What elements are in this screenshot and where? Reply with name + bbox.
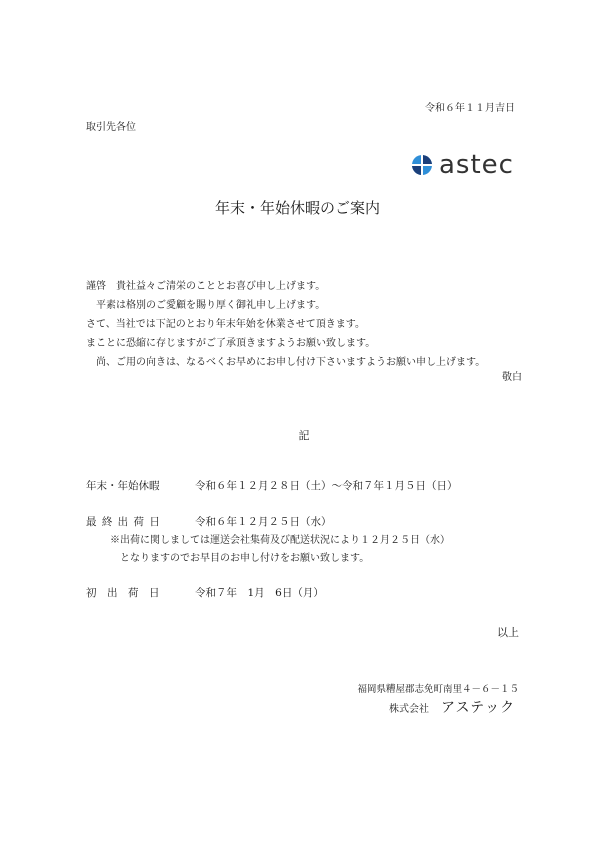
body-line: まことに恐縮に存じますがご了承頂きますようお願い致します。 xyxy=(86,338,376,349)
body-line: 謹啓 貴社益々ご清栄のこととお喜び申し上げます。 xyxy=(86,281,326,292)
holiday-label: 年末・年始休暇 xyxy=(86,480,160,492)
ijou-end-mark: 以上 xyxy=(497,626,519,639)
first-shipping-label: 初 出 荷 日 xyxy=(86,587,160,599)
body-line: さて、当社では下記のとおり年末年始を休業させて頂きます。 xyxy=(86,319,365,330)
recipient: 取引先各位 xyxy=(86,122,136,133)
last-shipping-label: 最 終 出 荷 日 xyxy=(86,516,161,528)
logo-wordmark: astec xyxy=(439,150,514,180)
shipping-note-line: となりますのでお早目のお申し付けをお願い致します。 xyxy=(110,553,370,564)
document-date: 令和６年１１月吉日 xyxy=(425,103,515,114)
shipping-note-line: ※出荷に関しましては運送会社集荷及び配送状況により１２月２５日（水） xyxy=(110,535,450,546)
body-line: 平素は格別のご愛顧を賜り厚く御礼申し上げます。 xyxy=(86,300,326,311)
first-shipping-value: 令和７年 1月 6日（月） xyxy=(195,587,324,599)
holiday-value: 令和６年１２月２８日（土）～令和７年１月５日（日） xyxy=(195,480,458,492)
company-signature xyxy=(389,697,515,717)
closing-word: 敬白 xyxy=(502,372,522,383)
company-address: 福岡県糟屋郡志免町南里４－６－１５ xyxy=(357,684,519,695)
first-shipping-row xyxy=(86,587,324,600)
company-name: アステック xyxy=(441,700,516,716)
page-title: 年末・年始休暇のご案内 xyxy=(214,199,380,217)
last-shipping-row xyxy=(86,516,332,529)
body-line: 尚、ご用の向きは、なるべくお早めにお申し付け下さいますようお願い申し上げます。 xyxy=(86,357,486,368)
letter-body xyxy=(86,281,485,376)
company-prefix: 株式会社 xyxy=(389,704,429,715)
company-logo xyxy=(411,152,514,178)
ki-heading: 記 xyxy=(298,429,310,442)
last-shipping-value: 令和６年１２月２５日（水） xyxy=(195,516,332,528)
holiday-row xyxy=(86,480,458,493)
logo-mark-icon xyxy=(411,154,433,176)
